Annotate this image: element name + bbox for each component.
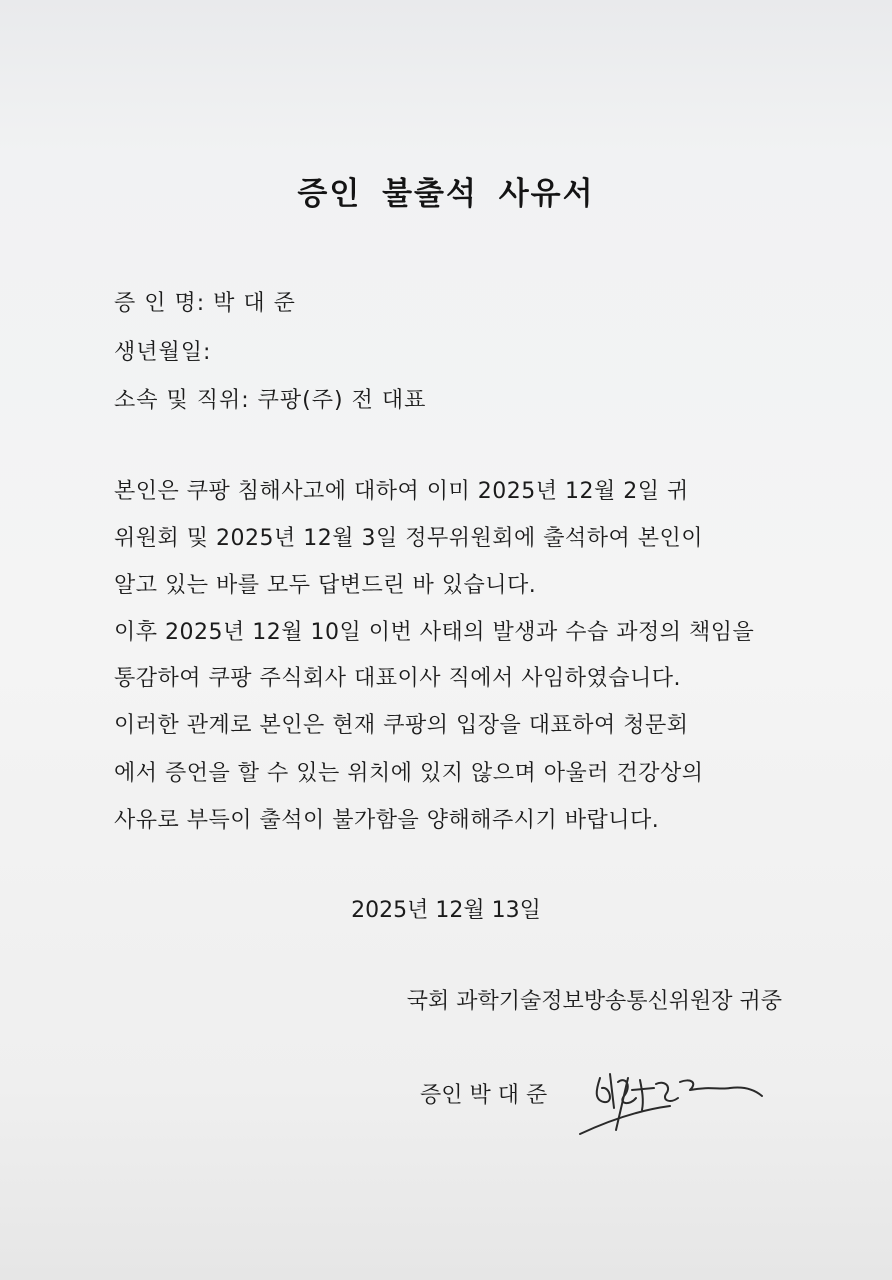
- witness-name-label: 증 인 명:: [114, 291, 206, 316]
- affiliation-value: 쿠팡(주) 전 대표: [257, 388, 427, 413]
- birthdate-field: [114, 335, 211, 366]
- document-date: 2025년 12월 13일: [351, 898, 541, 923]
- body-line-2: 위원회 및 2025년 12월 3일 정무위원회에 출석하여 본인이: [114, 526, 703, 551]
- addressee: 국회 과학기술정보방송통신위원장 귀중: [406, 989, 782, 1014]
- body-line-3: 알고 있는 바를 모두 답변드린 바 있습니다.: [114, 573, 537, 598]
- signer-name: 증인 박 대 준: [420, 1083, 548, 1108]
- document-title: 증인 불출석 사유서: [297, 176, 595, 212]
- handwritten-signature: [570, 1060, 770, 1140]
- witness-name-value: 박 대 준: [213, 291, 296, 316]
- affiliation-field: [114, 383, 426, 414]
- body-line-1: 본인은 쿠팡 침해사고에 대하여 이미 2025년 12월 2일 귀: [114, 479, 689, 504]
- witness-name-field: [114, 286, 296, 317]
- body-line-6: 이러한 관계로 본인은 현재 쿠팡의 입장을 대표하여 청문회: [114, 713, 689, 738]
- body-line-8: 사유로 부득이 출석이 불가함을 양해해주시기 바랍니다.: [114, 808, 660, 833]
- body-line-5: 통감하여 쿠팡 주식회사 대표이사 직에서 사임하였습니다.: [114, 666, 682, 691]
- body-line-4: 이후 2025년 12월 10일 이번 사태의 발생과 수습 과정의 책임을: [114, 620, 755, 645]
- affiliation-label: 소속 및 직위:: [114, 388, 250, 413]
- body-line-7: 에서 증언을 할 수 있는 위치에 있지 않으며 아울러 건강상의: [114, 761, 704, 786]
- birthdate-label: 생년월일:: [114, 340, 212, 365]
